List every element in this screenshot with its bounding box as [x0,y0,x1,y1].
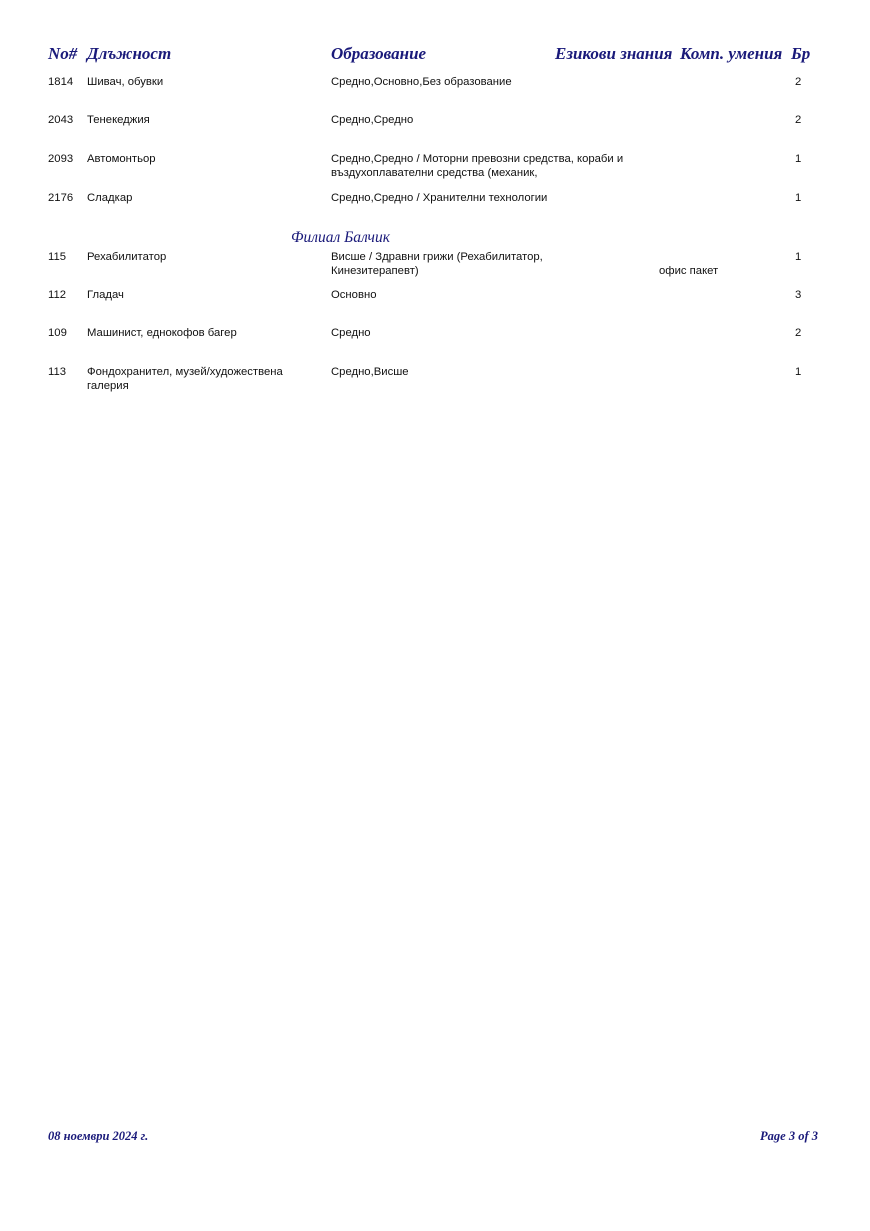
row-education: Средно [331,327,371,339]
row-count: 2 [795,76,802,88]
row-number: 2043 [48,114,74,126]
row-education: Средно,Средно / Хранителни технологии [331,192,548,204]
row-count: 1 [795,192,802,204]
row-computer-skills: офис пакет [659,265,719,277]
row-number: 109 [48,327,67,339]
row-education: Средно,Висше [331,366,409,378]
row-count: 2 [795,327,802,339]
column-header-languages: Езикови знания [555,44,673,63]
column-header-position: Длъжност [87,44,172,63]
row-number: 112 [48,289,67,301]
footer-date: 08 ноември 2024 г. [48,1129,149,1143]
row-position: Машинист, еднокофов багер [87,327,237,339]
row-position: Тенекеджия [87,114,150,126]
column-header-education: Образование [331,44,427,63]
row-count: 1 [795,366,802,378]
row-position: Фондохранител, музей/художествена галерия [87,366,283,392]
row-position: Шивач, обувки [87,76,164,88]
row-count: 1 [795,251,802,263]
row-number: 1814 [48,76,74,88]
column-header-computer-skills: Комп. умения [680,44,783,63]
row-number: 113 [48,366,67,378]
row-number: 2093 [48,153,74,165]
row-number: 115 [48,251,67,263]
column-header-count: Бр [791,44,811,63]
section-title: Филиал Балчик [291,229,390,246]
row-count: 3 [795,289,802,301]
column-header-number: No# [48,44,78,63]
row-education: Основно [331,289,377,301]
row-count: 1 [795,153,802,165]
row-education: Средно,Средно [331,114,414,126]
row-count: 2 [795,114,802,126]
row-position: Автомонтьор [87,153,156,165]
row-education: Висше / Здравни грижи (Рехабилитатор, Кинезитерапевт) [331,251,543,277]
row-number: 2176 [48,192,74,204]
row-position: Гладач [87,289,124,301]
footer-page-number: Page 3 of 3 [760,1129,818,1143]
row-position: Рехабилитатор [87,251,167,263]
row-position: Сладкар [87,192,133,204]
row-education: Средно,Средно / Моторни превозни средства, кораби и въздухоплавателни средства (механик, [331,153,624,179]
row-education: Средно,Основно,Без образование [331,76,512,88]
